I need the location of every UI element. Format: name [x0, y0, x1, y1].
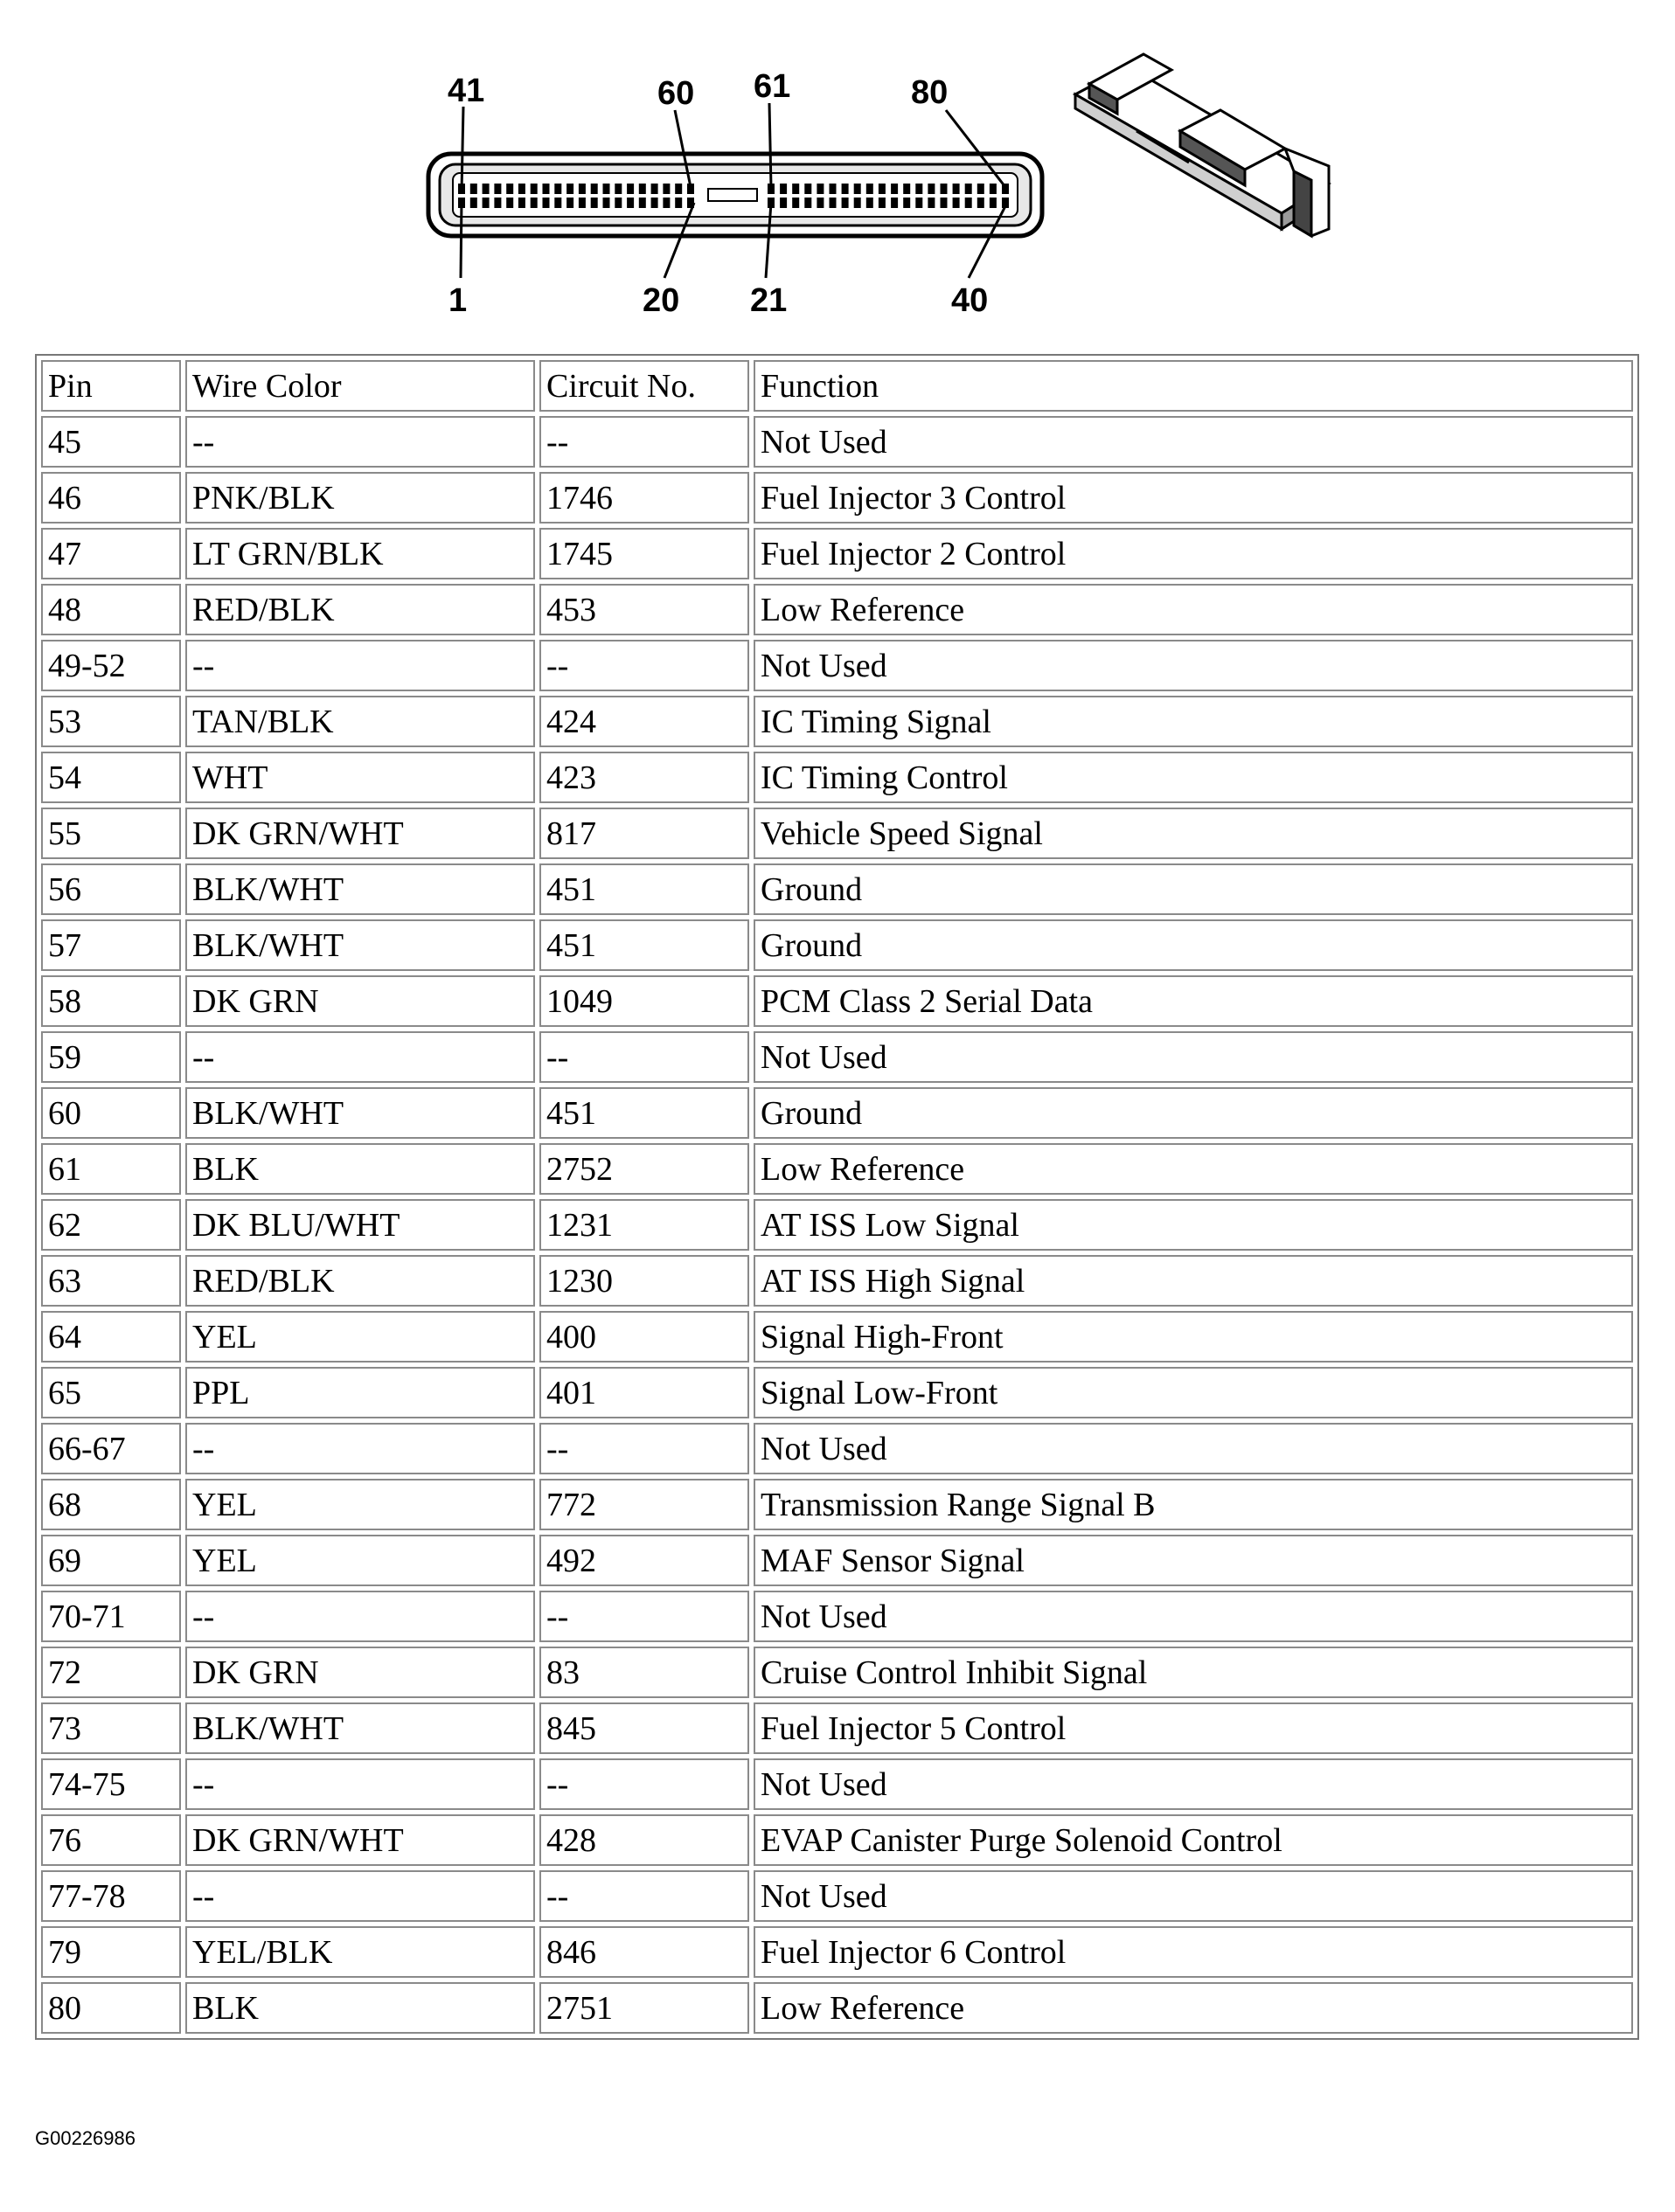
cell-circuit-no: 451 [539, 1087, 749, 1139]
pin-slot [531, 184, 538, 194]
cell-pin: 55 [41, 808, 181, 859]
cell-function: Ground [754, 863, 1633, 915]
cell-circuit-no: -- [539, 416, 749, 468]
cell-function: EVAP Canister Purge Solenoid Control [754, 1814, 1633, 1866]
cell-circuit-no: 423 [539, 752, 749, 803]
cell-pin: 65 [41, 1367, 181, 1418]
cell-pin: 74-75 [41, 1758, 181, 1810]
header-wire-color: Wire Color [185, 360, 535, 412]
cell-pin: 49-52 [41, 640, 181, 691]
pin-slot [915, 184, 922, 194]
pin-slot [470, 198, 477, 208]
connector-face [428, 154, 1042, 236]
cell-circuit-no: 424 [539, 696, 749, 747]
pin-slot [627, 184, 634, 194]
table-row [41, 1367, 1633, 1418]
pin-slot [990, 198, 997, 208]
pin-label-60: 60 [657, 75, 695, 112]
pin-slot [639, 184, 646, 194]
pin-slot [518, 184, 525, 194]
pin-slot [903, 184, 910, 194]
pinout-table [35, 354, 1639, 2040]
cell-wire-color: -- [185, 1031, 535, 1083]
pin-label-21: 21 [750, 282, 788, 319]
pin-slot [543, 198, 550, 208]
table-row [41, 640, 1633, 691]
cell-pin: 66-67 [41, 1423, 181, 1474]
table-row [41, 1535, 1633, 1586]
pin-slot [663, 184, 670, 194]
cell-wire-color: DK BLU/WHT [185, 1199, 535, 1251]
pin-slot [928, 198, 935, 208]
cell-circuit-no: 401 [539, 1367, 749, 1418]
pin-slot [953, 184, 960, 194]
cell-function: Fuel Injector 6 Control [754, 1926, 1633, 1978]
cell-wire-color: -- [185, 1591, 535, 1642]
cell-wire-color: YEL [185, 1479, 535, 1530]
cell-function: Ground [754, 1087, 1633, 1139]
cell-function: Fuel Injector 3 Control [754, 472, 1633, 524]
pin-slot [780, 198, 787, 208]
cell-pin: 76 [41, 1814, 181, 1866]
cell-function: Low Reference [754, 584, 1633, 635]
cell-function: Fuel Injector 2 Control [754, 528, 1633, 579]
cell-wire-color: DK GRN/WHT [185, 1814, 535, 1866]
pin-slot [941, 184, 948, 194]
cell-wire-color: YEL [185, 1535, 535, 1586]
cell-wire-color: YEL/BLK [185, 1926, 535, 1978]
table-row [41, 1311, 1633, 1363]
cell-pin: 77-78 [41, 1870, 181, 1922]
cell-wire-color: BLK [185, 1143, 535, 1195]
cell-pin: 69 [41, 1535, 181, 1586]
cell-circuit-no: 2752 [539, 1143, 749, 1195]
cell-function: MAF Sensor Signal [754, 1535, 1633, 1586]
table-row [41, 584, 1633, 635]
pin-slot [830, 184, 837, 194]
pin-slot [506, 184, 513, 194]
cell-pin: 59 [41, 1031, 181, 1083]
pin-slot [615, 184, 622, 194]
cell-circuit-no: 817 [539, 808, 749, 859]
connector-diagram [0, 0, 1675, 350]
pin-slot [566, 184, 573, 194]
pin-slot [842, 198, 849, 208]
pin-slot [941, 198, 948, 208]
cell-circuit-no: 1745 [539, 528, 749, 579]
cell-pin: 56 [41, 863, 181, 915]
cell-function: Not Used [754, 640, 1633, 691]
cell-wire-color: BLK/WHT [185, 1087, 535, 1139]
pin-slot [543, 184, 550, 194]
pin-slot [483, 184, 490, 194]
pin-slot [603, 198, 610, 208]
cell-function: Not Used [754, 1870, 1633, 1922]
cell-wire-color: PNK/BLK [185, 472, 535, 524]
pin-slot [792, 184, 799, 194]
cell-circuit-no: 451 [539, 863, 749, 915]
cell-wire-color: WHT [185, 752, 535, 803]
cell-circuit-no: 1231 [539, 1199, 749, 1251]
table-row [41, 752, 1633, 803]
cell-wire-color: -- [185, 1870, 535, 1922]
cell-pin: 70-71 [41, 1591, 181, 1642]
cell-pin: 68 [41, 1479, 181, 1530]
table-row [41, 1255, 1633, 1307]
pin-slot [494, 184, 501, 194]
cell-function: IC Timing Signal [754, 696, 1633, 747]
cell-function: Fuel Injector 5 Control [754, 1702, 1633, 1754]
cell-function: Signal Low-Front [754, 1367, 1633, 1418]
cell-wire-color: DK GRN [185, 975, 535, 1027]
cell-pin: 73 [41, 1702, 181, 1754]
pin-label-1: 1 [448, 282, 468, 319]
pin-slot [804, 184, 811, 194]
cell-circuit-no: -- [539, 1758, 749, 1810]
cell-pin: 57 [41, 919, 181, 971]
pin-slot [879, 184, 886, 194]
table-body [41, 416, 1633, 2034]
pin-slot [965, 198, 972, 208]
pin-slot [554, 184, 561, 194]
table-row [41, 1199, 1633, 1251]
pin-slot [965, 184, 972, 194]
pin-slot [977, 198, 984, 208]
pin-slot [651, 184, 658, 194]
cell-circuit-no: 451 [539, 919, 749, 971]
cell-circuit-no: -- [539, 640, 749, 691]
cell-pin: 62 [41, 1199, 181, 1251]
pin-slot [470, 184, 477, 194]
table-row [41, 975, 1633, 1027]
pin-label-20: 20 [643, 282, 680, 319]
pin-slot [977, 184, 984, 194]
cell-function: IC Timing Control [754, 752, 1633, 803]
connector-perspective-drawing [1075, 54, 1329, 236]
cell-wire-color: YEL [185, 1311, 535, 1363]
table-row [41, 1814, 1633, 1866]
cell-function: AT ISS Low Signal [754, 1199, 1633, 1251]
cell-function: AT ISS High Signal [754, 1255, 1633, 1307]
cell-pin: 45 [41, 416, 181, 468]
cell-circuit-no: 1230 [539, 1255, 749, 1307]
table-row [41, 472, 1633, 524]
cell-circuit-no: 83 [539, 1647, 749, 1698]
cell-pin: 63 [41, 1255, 181, 1307]
pin-slot [928, 184, 935, 194]
pin-slot [494, 198, 501, 208]
cell-pin: 72 [41, 1647, 181, 1698]
table-row [41, 919, 1633, 971]
pin-slot [663, 198, 670, 208]
figure-id: G00226986 [35, 2127, 136, 2149]
cell-circuit-no: -- [539, 1031, 749, 1083]
cell-pin: 61 [41, 1143, 181, 1195]
cell-wire-color: -- [185, 640, 535, 691]
pin-slot [518, 198, 525, 208]
cell-function: Not Used [754, 1758, 1633, 1810]
cell-pin: 53 [41, 696, 181, 747]
cell-function: Signal High-Front [754, 1311, 1633, 1363]
cell-pin: 46 [41, 472, 181, 524]
cell-wire-color: TAN/BLK [185, 696, 535, 747]
table-row [41, 1647, 1633, 1698]
pin-slot [903, 198, 910, 208]
cell-wire-color: PPL [185, 1367, 535, 1418]
pin-slot [483, 198, 490, 208]
table-row [41, 1423, 1633, 1474]
pin-slot [675, 198, 682, 208]
pin-slot [879, 198, 886, 208]
table-row [41, 1591, 1633, 1642]
cell-function: Transmission Range Signal B [754, 1479, 1633, 1530]
pin-slot [830, 198, 837, 208]
cell-wire-color: BLK/WHT [185, 1702, 535, 1754]
cell-wire-color: -- [185, 1758, 535, 1810]
cell-wire-color: DK GRN [185, 1647, 535, 1698]
cell-wire-color: BLK/WHT [185, 919, 535, 971]
cell-circuit-no: 2751 [539, 1982, 749, 2034]
cell-circuit-no: 428 [539, 1814, 749, 1866]
table-row [41, 1926, 1633, 1978]
cell-circuit-no: 453 [539, 584, 749, 635]
cell-circuit-no: 492 [539, 1535, 749, 1586]
cell-pin: 60 [41, 1087, 181, 1139]
pin-slot [891, 198, 898, 208]
table-row [41, 1087, 1633, 1139]
table-header-row [41, 360, 1633, 412]
pin-slot [854, 184, 861, 194]
cell-pin: 54 [41, 752, 181, 803]
cell-pin: 64 [41, 1311, 181, 1363]
pin-slot [817, 198, 824, 208]
pin-slot [591, 198, 598, 208]
pin-slot [866, 198, 873, 208]
cell-wire-color: RED/BLK [185, 584, 535, 635]
pin-slot [615, 198, 622, 208]
table-row [41, 1758, 1633, 1810]
cell-function: Not Used [754, 416, 1633, 468]
pin-slot [804, 198, 811, 208]
pin-slot [579, 184, 586, 194]
cell-wire-color: -- [185, 1423, 535, 1474]
pin-slot [627, 198, 634, 208]
pin-slot [579, 198, 586, 208]
table-row [41, 1702, 1633, 1754]
cell-pin: 48 [41, 584, 181, 635]
table-row [41, 1143, 1633, 1195]
table-row [41, 1870, 1633, 1922]
cell-function: Not Used [754, 1031, 1633, 1083]
table-row [41, 696, 1633, 747]
pin-slot [603, 184, 610, 194]
cell-circuit-no: -- [539, 1591, 749, 1642]
pin-slot [990, 184, 997, 194]
pin-slot [566, 198, 573, 208]
pin-slot [866, 184, 873, 194]
pin-slot [651, 198, 658, 208]
cell-function: PCM Class 2 Serial Data [754, 975, 1633, 1027]
pin-label-40: 40 [951, 282, 989, 319]
cell-wire-color: BLK/WHT [185, 863, 535, 915]
pin-slot [891, 184, 898, 194]
table-row [41, 1479, 1633, 1530]
pin-slot [554, 198, 561, 208]
header-circuit-no: Circuit No. [539, 360, 749, 412]
cell-circuit-no: 1746 [539, 472, 749, 524]
cell-wire-color: DK GRN/WHT [185, 808, 535, 859]
cell-wire-color: BLK [185, 1982, 535, 2034]
pin-slot [854, 198, 861, 208]
cell-function: Low Reference [754, 1143, 1633, 1195]
pin-slot [675, 184, 682, 194]
header-pin: Pin [41, 360, 181, 412]
cell-wire-color: LT GRN/BLK [185, 528, 535, 579]
cell-function: Not Used [754, 1423, 1633, 1474]
pin-label-80: 80 [911, 74, 949, 111]
cell-function: Cruise Control Inhibit Signal [754, 1647, 1633, 1698]
table-row [41, 808, 1633, 859]
cell-function: Ground [754, 919, 1633, 971]
cell-wire-color: -- [185, 416, 535, 468]
pin-label-61: 61 [754, 68, 791, 105]
cell-pin: 58 [41, 975, 181, 1027]
table-row [41, 416, 1633, 468]
header-function: Function [754, 360, 1633, 412]
cell-circuit-no: -- [539, 1870, 749, 1922]
pin-slot [506, 198, 513, 208]
cell-circuit-no: -- [539, 1423, 749, 1474]
cell-circuit-no: 772 [539, 1479, 749, 1530]
cell-wire-color: RED/BLK [185, 1255, 535, 1307]
pin-slot [953, 198, 960, 208]
table-row [41, 528, 1633, 579]
pin-slot [639, 198, 646, 208]
cell-circuit-no: 846 [539, 1926, 749, 1978]
table-row [41, 863, 1633, 915]
pin-slot [817, 184, 824, 194]
pin-slot [591, 184, 598, 194]
table-row [41, 1982, 1633, 2034]
cell-pin: 47 [41, 528, 181, 579]
cell-function: Not Used [754, 1591, 1633, 1642]
pin-slot [531, 198, 538, 208]
table-row [41, 1031, 1633, 1083]
pin-slot [780, 184, 787, 194]
cell-circuit-no: 400 [539, 1311, 749, 1363]
cell-function: Low Reference [754, 1982, 1633, 2034]
cell-circuit-no: 845 [539, 1702, 749, 1754]
pin-slot [792, 198, 799, 208]
cell-function: Vehicle Speed Signal [754, 808, 1633, 859]
pin-slot [915, 198, 922, 208]
cell-pin: 79 [41, 1926, 181, 1978]
pin-slot [842, 184, 849, 194]
cell-pin: 80 [41, 1982, 181, 2034]
pin-label-41: 41 [448, 73, 485, 109]
cell-circuit-no: 1049 [539, 975, 749, 1027]
